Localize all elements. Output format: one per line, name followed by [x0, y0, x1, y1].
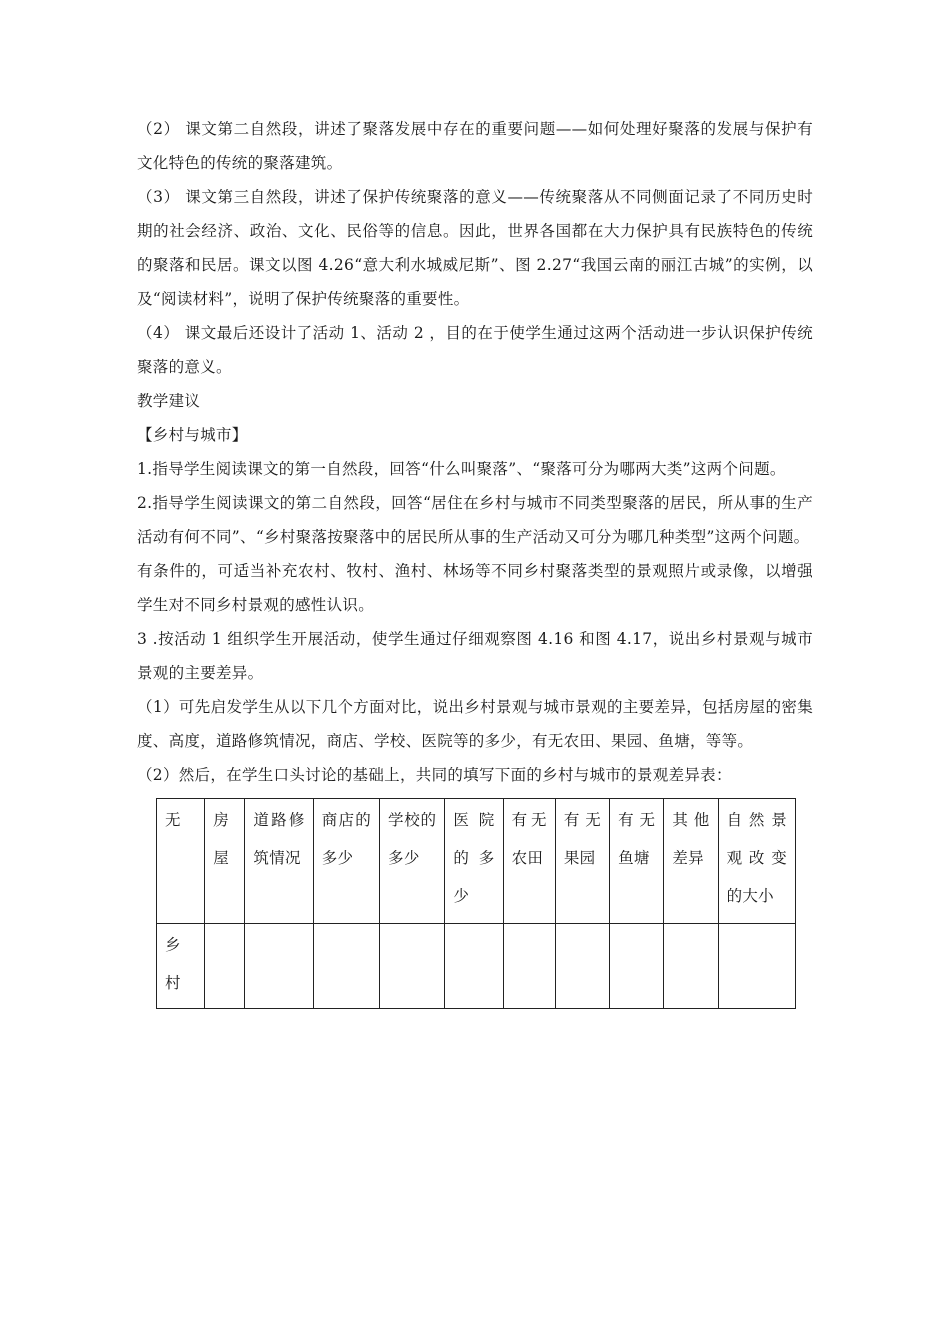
table-cell: [718, 924, 795, 1009]
table-header-cell: 有无果园: [555, 799, 609, 924]
table-cell: [313, 924, 379, 1009]
suggestion-1: 1.指导学生阅读课文的第一自然段，回答“什么叫聚落”、“聚落可分为哪两大类”这两个问题。: [137, 460, 786, 478]
table-cell: [664, 924, 718, 1009]
subsection-title: 【乡村与城市】: [137, 426, 248, 444]
table-header-cell: 自然景观改变的大小: [718, 799, 795, 924]
document-page: [137, 112, 813, 1009]
table-cell: [503, 924, 555, 1009]
table-row-label: 乡村: [157, 924, 205, 1009]
table-cell: [445, 924, 503, 1009]
table-cell: [245, 924, 313, 1009]
table-cell: [205, 924, 245, 1009]
table-header-row: [157, 799, 796, 924]
table-header-cell: 学校的多少: [380, 799, 445, 924]
table-cell: [555, 924, 609, 1009]
table-header-cell: 医院的多少: [445, 799, 503, 924]
paragraph-2: （2） 课文第二自然段，讲述了聚落发展中存在的重要问题——如何处理好聚落的发展与保护有文化特色的传统的聚落建筑。: [137, 120, 813, 172]
table-header-cell: 商店的多少: [313, 799, 379, 924]
table-header-cell: 有无鱼塘: [610, 799, 664, 924]
paragraph-4: （4） 课文最后还设计了活动 1、活动 2 ，目的在于使学生通过这两个活动进一步认识保护传统聚落的意义。: [137, 324, 813, 376]
table-header-cell: 有无农田: [503, 799, 555, 924]
table-row: [157, 924, 796, 1009]
table-cell: [610, 924, 664, 1009]
table-header-cell: 其他差异: [664, 799, 718, 924]
suggestion-3: 3 .按活动 1 组织学生开展活动，使学生通过仔细观察图 4.16 和图 4.17，说出乡村景观与城市景观的主要差异。: [137, 630, 813, 682]
suggestion-3-1: （1）可先启发学生从以下几个方面对比，说出乡村景观与城市景观的主要差异，包括房屋的密集度、高度，道路修筑情况，商店、学校、医院等的多少，有无农田、果园、鱼塘，等等。: [137, 698, 813, 750]
section-title: 教学建议: [137, 392, 201, 410]
suggestion-3-2: （2）然后，在学生口头讨论的基础上，共同的填写下面的乡村与城市的景观差异表：: [137, 766, 732, 784]
table-header-cell: 无: [157, 799, 205, 924]
table-header-cell: 房屋: [205, 799, 245, 924]
table-cell: [380, 924, 445, 1009]
paragraph-3: （3） 课文第三自然段，讲述了保护传统聚落的意义——传统聚落从不同侧面记录了不同历史时期的社会经济、政治、文化、民俗等的信息。因此，世界各国都在大力保护具有民族特色的传统的聚落和民居。课文以图 4.26“意大利水城威尼斯”、图 2.27“我国云南的丽江古城”的实例，以及“阅读材料”，说明了保护传统聚落的重要性。: [137, 188, 813, 308]
suggestion-note: 有条件的，可适当补充农村、牧村、渔村、林场等不同乡村聚落类型的景观照片或录像，以增强学生对不同乡村景观的感性认识。: [137, 562, 813, 614]
landscape-difference-table: [156, 798, 796, 1009]
suggestion-2: 2.指导学生阅读课文的第二自然段，回答“居住在乡村与城市不同类型聚落的居民，所从事的生产活动有何不同”、“乡村聚落按聚落中的居民所从事的生产活动又可分为哪几种类型”这两个问题。: [137, 494, 813, 546]
table-header-cell: 道路修筑情况: [245, 799, 313, 924]
